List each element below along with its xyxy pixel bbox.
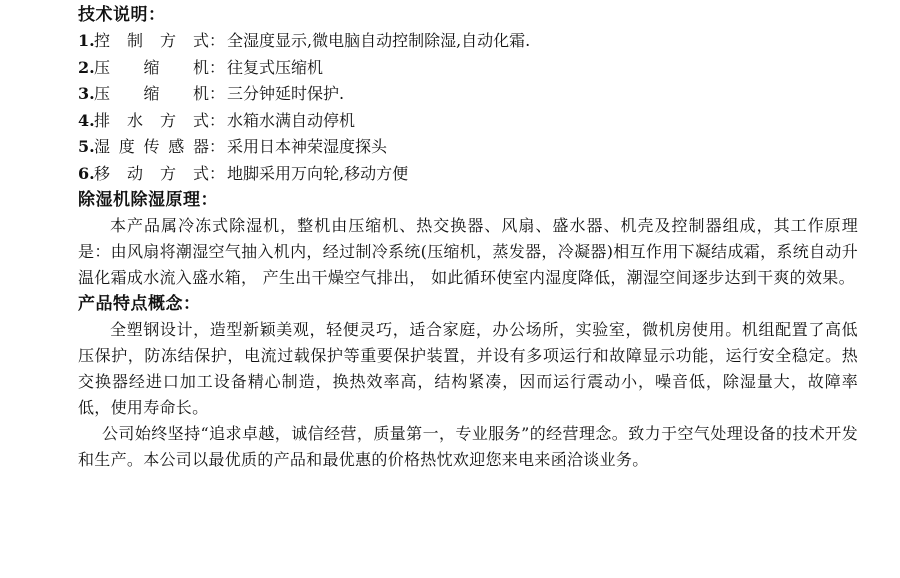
spec-value: 采用日本神荣湿度探头 (227, 137, 388, 156)
spec-label: 压缩机 (94, 84, 209, 103)
principle-heading: 除湿机除湿原理： (78, 190, 218, 210)
spec-row-1 (78, 28, 858, 55)
spec-number: 6. (78, 163, 95, 183)
spec-row-6 (78, 161, 858, 188)
features-paragraph: 全塑钢设计，造型新颖美观，轻便灵巧，适合家庭，办公场所，实验室，微机房使用。机组配置了高低压保护，防冻结保护，电流过载保护等重要保护装置，并设有多项运行和故障显示功能，运行安全稳定。热交换器经进口加工设备精心制造，换热效率高，结构紧凑，因而运行震动小，噪音低，除湿量大，故障率低，使用寿命长。 (78, 320, 858, 417)
spec-row-2 (78, 55, 858, 82)
spec-colon: ： (209, 31, 226, 50)
spec-colon: ： (209, 57, 226, 77)
spec-number: 5. (78, 137, 95, 156)
spec-colon: ： (209, 84, 226, 103)
spec-row-5 (78, 134, 858, 161)
specs-list (78, 28, 858, 187)
spec-number: 2. (78, 57, 95, 77)
spec-colon: ： (209, 137, 226, 156)
spec-number: 1. (78, 31, 95, 50)
features-heading: 产品特点概念： (78, 294, 201, 314)
spec-label: 压缩机 (94, 57, 209, 77)
spec-label: 湿度传感器 (94, 137, 209, 156)
spec-label: 控制方式 (94, 31, 209, 50)
spec-row-4 (78, 108, 858, 135)
spec-number: 4. (78, 110, 95, 130)
spec-number: 3. (78, 84, 95, 103)
spec-value: 往复式压缩机 (227, 57, 324, 77)
spec-value: 水箱水满自动停机 (227, 110, 356, 130)
company-paragraph: 公司始终坚持“追求卓越，诚信经营，质量第一，专业服务”的经营理念。致力于空气处理设备的技术开发和生产。本公司以最优质的产品和最优惠的价格热忱欢迎您来电来函洽谈业务。 (78, 424, 858, 469)
spec-label: 移动方式 (94, 163, 209, 183)
document-body (78, 2, 858, 473)
principle-paragraph: 本产品属冷冻式除湿机，整机由压缩机、热交换器、风扇、盛水器、机壳及控制器组成，其工作原理是：由风扇将潮湿空气抽入机内，经过制冷系统(压缩机，蒸发器，冷凝器)相互作用下凝结成霜，系统自动升温化霜成水流入盛水箱， 产生出干燥空气排出， 如此循环使室内湿度降低，潮湿空间逐步达到干爽的效果。 (78, 216, 858, 287)
spec-colon: ： (209, 163, 226, 183)
specs-heading: 技术说明： (78, 5, 166, 25)
spec-row-3 (78, 81, 858, 108)
spec-value: 地脚采用万向轮,移动方便 (227, 163, 409, 183)
spec-value: 三分钟延时保护. (227, 84, 345, 103)
spec-colon: ： (209, 110, 226, 130)
spec-label: 排水方式 (94, 110, 209, 130)
spec-value: 全湿度显示,微电脑自动控制除湿,自动化霜. (227, 31, 531, 50)
